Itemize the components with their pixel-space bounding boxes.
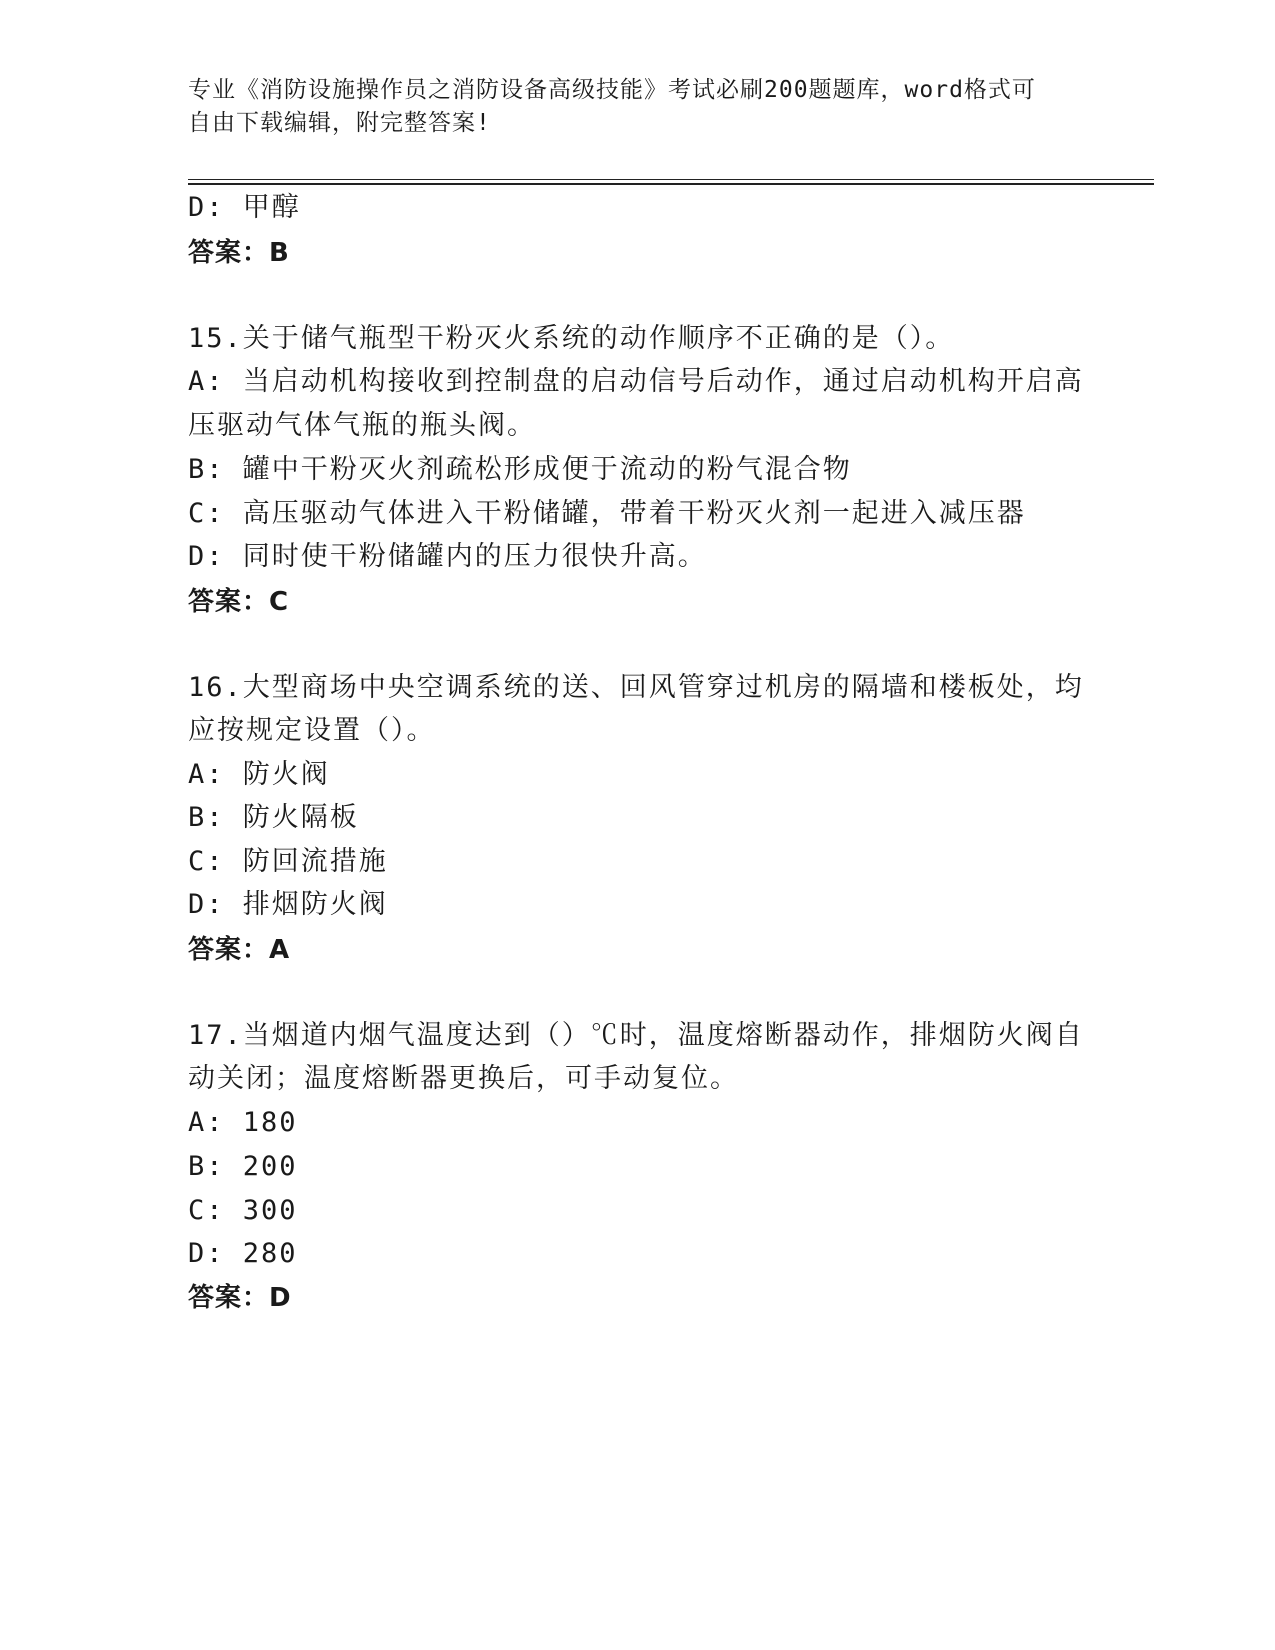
q16-stem-line-1: 16.大型商场中央空调系统的送、回风管穿过机房的隔墙和楼板处，均	[188, 672, 1084, 703]
document-header	[188, 74, 1088, 140]
q17-option-a: A: 180	[188, 1107, 298, 1138]
prev-option-d: D: 甲醇	[188, 192, 301, 223]
q15-stem: 15.关于储气瓶型干粉灭火系统的动作顺序不正确的是（）。	[188, 323, 955, 354]
q15-option-c: C: 高压驱动气体进入干粉储罐，带着干粉灭火剂一起进入减压器	[188, 498, 1026, 529]
q17-option-b: B: 200	[188, 1151, 298, 1182]
header-title-line-1: 专业《消防设施操作员之消防设备高级技能》考试必刷200题题库，word格式可	[188, 77, 1036, 103]
q15-option-a-line-2: 压驱动气体气瓶的瓶头阀。	[188, 410, 536, 441]
q15-option-b: B: 罐中干粉灭火剂疏松形成便于流动的粉气混合物	[188, 454, 852, 485]
q16-option-c: C: 防回流措施	[188, 846, 388, 877]
q17-option-d: D: 280	[188, 1238, 298, 1269]
header-divider-thick	[188, 183, 1154, 185]
q17-answer: 答案：D	[188, 1283, 292, 1313]
header-title-line-2: 自由下载编辑，附完整答案!	[188, 110, 491, 136]
header-divider-thin	[188, 179, 1154, 180]
q15-option-d: D: 同时使干粉储罐内的压力很快升高。	[188, 541, 707, 572]
prev-answer: 答案：B	[188, 238, 290, 268]
q16-option-a: A: 防火阀	[188, 759, 330, 790]
q16-option-b: B: 防火隔板	[188, 802, 359, 833]
q17-option-c: C: 300	[188, 1195, 298, 1226]
q16-option-d: D: 排烟防火阀	[188, 889, 388, 920]
q16-stem-line-2: 应按规定设置（）。	[188, 715, 436, 746]
q17-stem-line-1: 17.当烟道内烟气温度达到（）℃时，温度熔断器动作，排烟防火阀自	[188, 1020, 1084, 1051]
q16-answer: 答案：A	[188, 935, 291, 965]
q17-stem-line-2: 动关闭；温度熔断器更换后，可手动复位。	[188, 1063, 739, 1094]
q15-option-a-line-1: A: 当启动机构接收到控制盘的启动信号后动作，通过启动机构开启高	[188, 366, 1084, 397]
q15-answer: 答案：C	[188, 587, 290, 617]
